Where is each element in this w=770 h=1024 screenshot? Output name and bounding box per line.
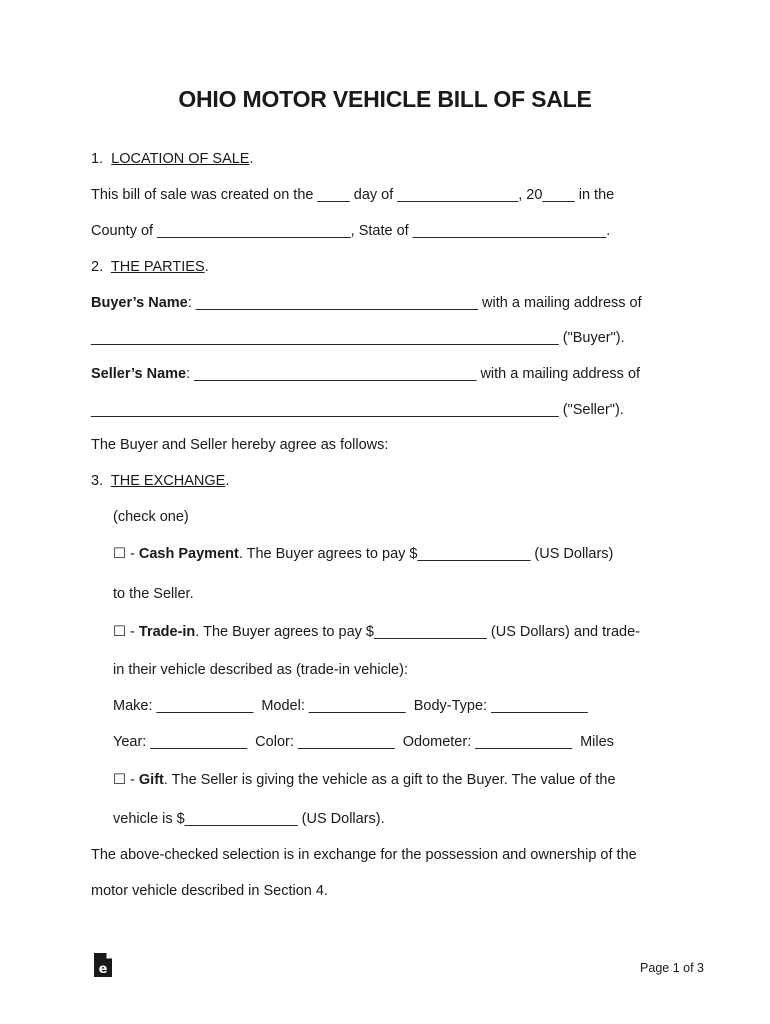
closing-line-1: The above-checked selection is in exchange for the possession and ownership of the bbox=[91, 847, 637, 863]
buyer-name-line: Buyer’s Name: ___________________________________ with a mailing address of bbox=[91, 295, 642, 311]
gift-line-2: vehicle is $______________ (US Dollars). bbox=[113, 811, 385, 827]
trade-in-year-line: Year: ____________ Color: ____________ Odometer: ____________ Miles bbox=[113, 734, 614, 750]
seller-address-line: __________________________________________________________ ("Seller"). bbox=[91, 402, 624, 418]
agreement-text: The Buyer and Seller hereby agree as follows: bbox=[91, 437, 389, 453]
section-2-heading: 2. THE PARTIES. bbox=[91, 259, 209, 275]
seller-name-line: Seller’s Name: ___________________________________ with a mailing address of bbox=[91, 366, 641, 382]
trade-in-option: ☐ - Trade-in. The Buyer agrees to pay $______________ (US Dollars) and trade- bbox=[113, 624, 640, 640]
buyer-address-line: __________________________________________________________ ("Buyer"). bbox=[91, 330, 625, 346]
gift-checkbox[interactable]: ☐ bbox=[113, 772, 126, 788]
trade-in-make-line: Make: ____________ Model: ____________ Body-Type: ____________ bbox=[113, 698, 588, 714]
cash-checkbox[interactable]: ☐ bbox=[113, 546, 126, 562]
section-3-heading: 3. THE EXCHANGE. bbox=[91, 473, 230, 489]
trade-in-checkbox[interactable]: ☐ bbox=[113, 624, 126, 640]
page-title: OHIO MOTOR VEHICLE BILL OF SALE bbox=[178, 86, 592, 112]
gift-option: ☐ - Gift. The Seller is giving the vehicle as a gift to the Buyer. The value of the bbox=[113, 772, 616, 788]
closing-line-2: motor vehicle described in Section 4. bbox=[91, 883, 328, 899]
cash-payment-option: ☐ - Cash Payment. The Buyer agrees to pay $______________ (US Dollars) bbox=[113, 546, 614, 562]
page-number: Page 1 of 3 bbox=[640, 961, 704, 975]
cash-payment-line-2: to the Seller. bbox=[113, 586, 194, 602]
trade-in-line-2: in their vehicle described as (trade-in vehicle): bbox=[113, 662, 408, 678]
section-1-heading: 1. LOCATION OF SALE. bbox=[91, 151, 254, 167]
check-one-text: (check one) bbox=[113, 509, 189, 525]
location-line-2: County of ________________________, State of ________________________. bbox=[91, 223, 611, 239]
eforms-logo-icon bbox=[93, 952, 113, 978]
svg-text:e: e bbox=[98, 962, 108, 977]
location-line-1: This bill of sale was created on the ____ day of _______________, 20____ in the bbox=[91, 187, 615, 203]
